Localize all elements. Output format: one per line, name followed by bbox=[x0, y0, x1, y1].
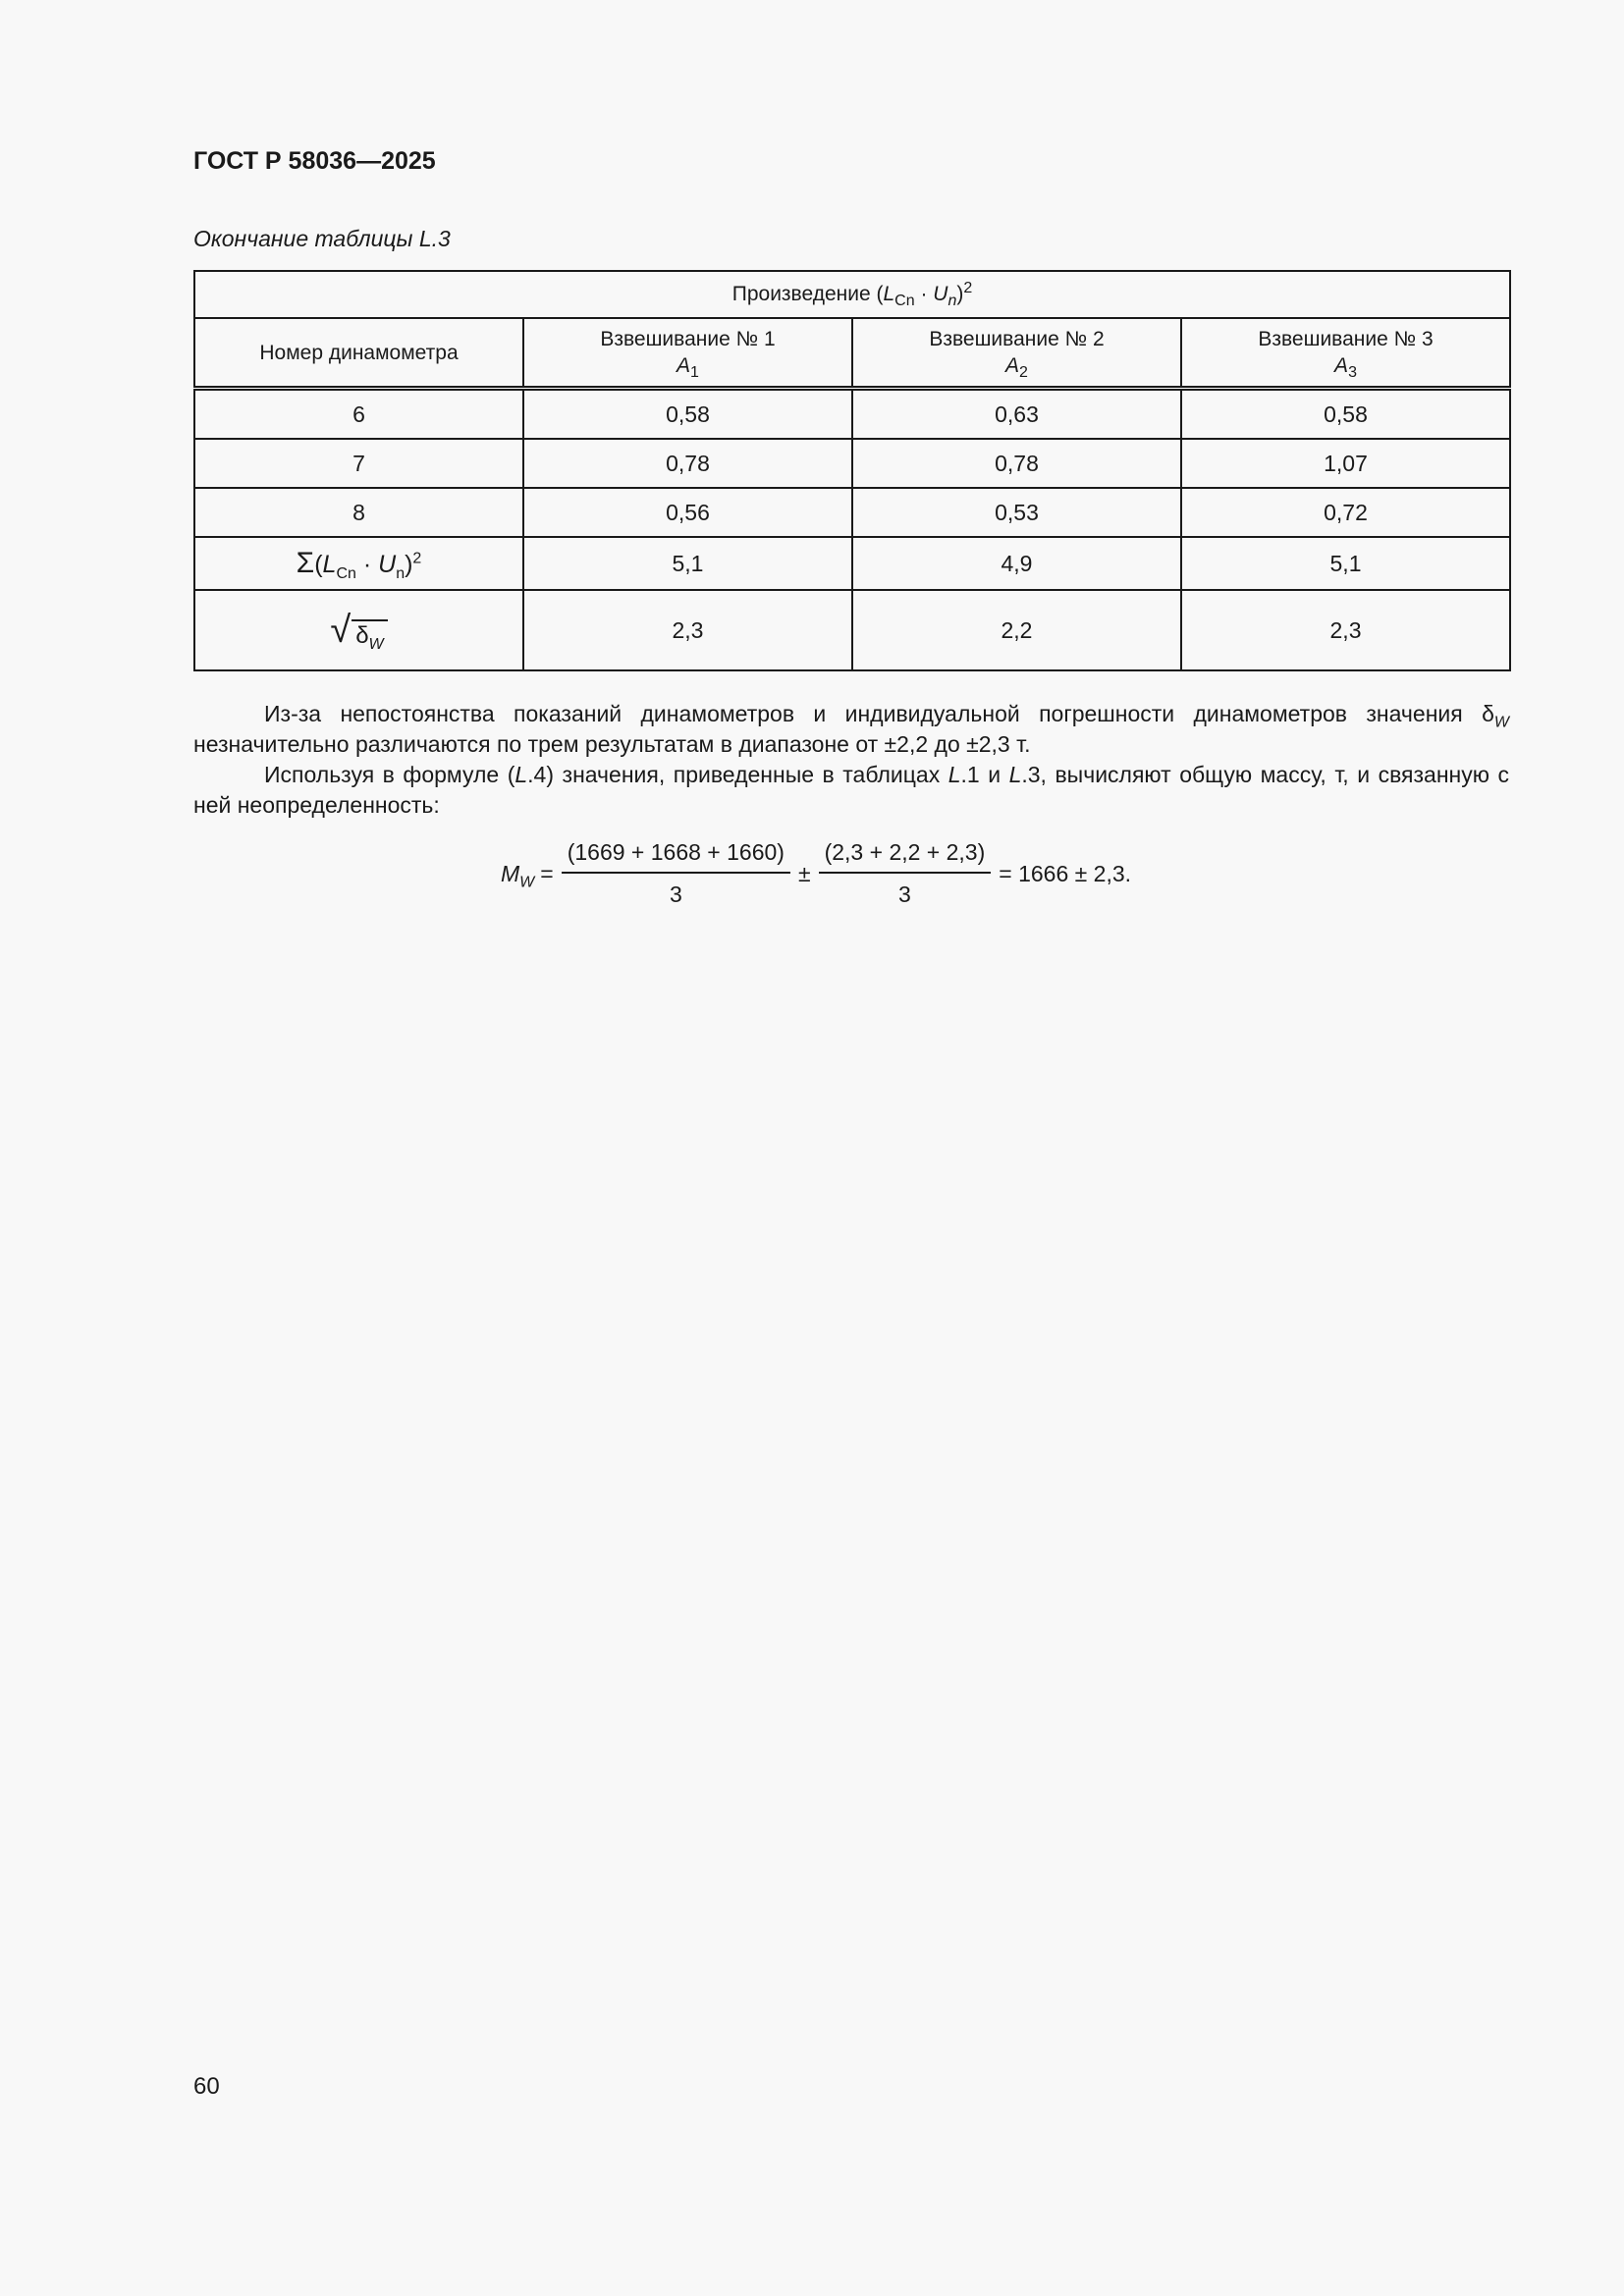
page-number: 60 bbox=[193, 2073, 220, 2100]
formula-equals: = bbox=[540, 860, 554, 886]
table-cell: 0,56 bbox=[523, 488, 852, 537]
col-label: Взвешивание № 2 bbox=[929, 328, 1105, 350]
col-sub: 2 bbox=[1019, 364, 1028, 382]
table-cell: 0,58 bbox=[523, 389, 852, 440]
title-l: L bbox=[883, 283, 895, 305]
sum-u-sub: n bbox=[396, 565, 406, 582]
paragraph-2 bbox=[193, 760, 1509, 821]
table-cell: 0,72 bbox=[1181, 488, 1510, 537]
table-cell: 0,58 bbox=[1181, 389, 1510, 440]
sigma-symbol: Σ bbox=[296, 547, 315, 579]
table-row bbox=[194, 389, 1510, 440]
sum-u: U bbox=[378, 551, 397, 578]
col-sym: A bbox=[677, 354, 691, 377]
table-ref: L bbox=[514, 762, 528, 787]
row-label: 8 bbox=[194, 488, 523, 537]
paragraph-2-text: .4) значения, приведенные в таблицах bbox=[527, 762, 948, 787]
document-code: ГОСТ Р 58036—2025 bbox=[193, 147, 436, 175]
sum-close: ) bbox=[405, 551, 413, 578]
col-sub: 1 bbox=[690, 364, 699, 382]
paragraph-1 bbox=[193, 699, 1509, 760]
sqrt-sign: √ bbox=[330, 610, 352, 651]
table-cell: 2,3 bbox=[1181, 590, 1510, 670]
sum-dot: · bbox=[355, 551, 379, 578]
formula-lhs bbox=[501, 860, 535, 891]
table-cell: 4,9 bbox=[852, 537, 1181, 590]
sum-row bbox=[194, 537, 1510, 590]
sqrt-radicand bbox=[352, 619, 387, 653]
delta-symbol: δ bbox=[355, 621, 369, 649]
title-u: U bbox=[933, 283, 948, 305]
col-header-dynamometer: Номер динамометра bbox=[194, 318, 523, 389]
col-sym: A bbox=[1334, 354, 1349, 377]
formula-m-sub: W bbox=[519, 874, 535, 891]
table-cell: 1,07 bbox=[1181, 439, 1510, 488]
sqrt-expression bbox=[330, 610, 387, 653]
table-ref: L bbox=[1008, 762, 1022, 787]
sum-l: L bbox=[322, 551, 337, 578]
paragraph-1-text-2: незначительно различаются по трем результатам в диапазоне от ±2,2 до ±2,3 т. bbox=[193, 731, 1031, 757]
title-l-sub: Cn bbox=[894, 293, 915, 310]
sum-row-label bbox=[194, 537, 523, 590]
table-caption: Окончание таблицы L.3 bbox=[193, 226, 451, 251]
table-title-row bbox=[194, 271, 1510, 318]
mass-formula bbox=[501, 839, 1131, 908]
sum-open: ( bbox=[314, 551, 323, 578]
formula-result: = 1666 ± 2,3. bbox=[999, 860, 1132, 886]
row-label: 7 bbox=[194, 439, 523, 488]
col-header-weighing-3 bbox=[1181, 318, 1510, 389]
fraction-2 bbox=[819, 839, 992, 908]
paragraph-2-text: Используя в формуле ( bbox=[264, 762, 515, 787]
fraction-1-denominator: 3 bbox=[669, 881, 682, 907]
title-exp: 2 bbox=[963, 280, 973, 296]
delta-symbol: δ bbox=[1482, 701, 1494, 726]
title-dot: · bbox=[914, 283, 934, 305]
row-label: 6 bbox=[194, 389, 523, 440]
delta-sub: W bbox=[1493, 714, 1509, 731]
title-u-sub: n bbox=[947, 293, 957, 310]
sqrt-row-label bbox=[194, 590, 523, 670]
col-header-weighing-1 bbox=[523, 318, 852, 389]
col-label: Взвешивание № 3 bbox=[1258, 328, 1434, 350]
sqrt-row bbox=[194, 590, 1510, 670]
fraction-2-denominator: 3 bbox=[898, 881, 911, 907]
table-ref: L bbox=[947, 762, 961, 787]
paragraph-1-text: Из-за непостоянства показаний динамометров и индивидуальной погрешности динамометров значения bbox=[264, 701, 1483, 726]
sum-exp: 2 bbox=[412, 550, 422, 567]
table-row bbox=[194, 439, 1510, 488]
col-header-weighing-2 bbox=[852, 318, 1181, 389]
table-cell: 0,78 bbox=[523, 439, 852, 488]
fraction-2-numerator: (2,3 + 2,2 + 2,3) bbox=[819, 839, 992, 874]
col-sym: A bbox=[1005, 354, 1020, 377]
table-cell: 0,78 bbox=[852, 439, 1181, 488]
table-cell: 5,1 bbox=[1181, 537, 1510, 590]
table-header-row bbox=[194, 318, 1510, 389]
delta-sub: W bbox=[368, 635, 384, 653]
table-cell: 2,2 bbox=[852, 590, 1181, 670]
table-cell: 5,1 bbox=[523, 537, 852, 590]
data-table bbox=[193, 270, 1511, 671]
title-prefix: Произведение ( bbox=[731, 283, 884, 305]
fraction-1-numerator: (1669 + 1668 + 1660) bbox=[562, 839, 790, 874]
sum-l-sub: Cn bbox=[336, 565, 356, 582]
col-label: Взвешивание № 1 bbox=[600, 328, 776, 350]
table-cell: 0,53 bbox=[852, 488, 1181, 537]
plus-minus: ± bbox=[797, 860, 811, 886]
formula-m: M bbox=[501, 860, 520, 886]
title-suffix: ) bbox=[956, 283, 964, 305]
col-sub: 3 bbox=[1348, 364, 1357, 382]
table-title bbox=[194, 271, 1510, 318]
fraction-1 bbox=[562, 839, 790, 908]
paragraph-2-text: .3, вычисляют общую массу, т, и связанную с ней неопределенность: bbox=[193, 762, 1509, 818]
paragraph-2-text: .1 и bbox=[960, 762, 1009, 787]
table-row bbox=[194, 488, 1510, 537]
table-cell: 0,63 bbox=[852, 389, 1181, 440]
table-cell: 2,3 bbox=[523, 590, 852, 670]
